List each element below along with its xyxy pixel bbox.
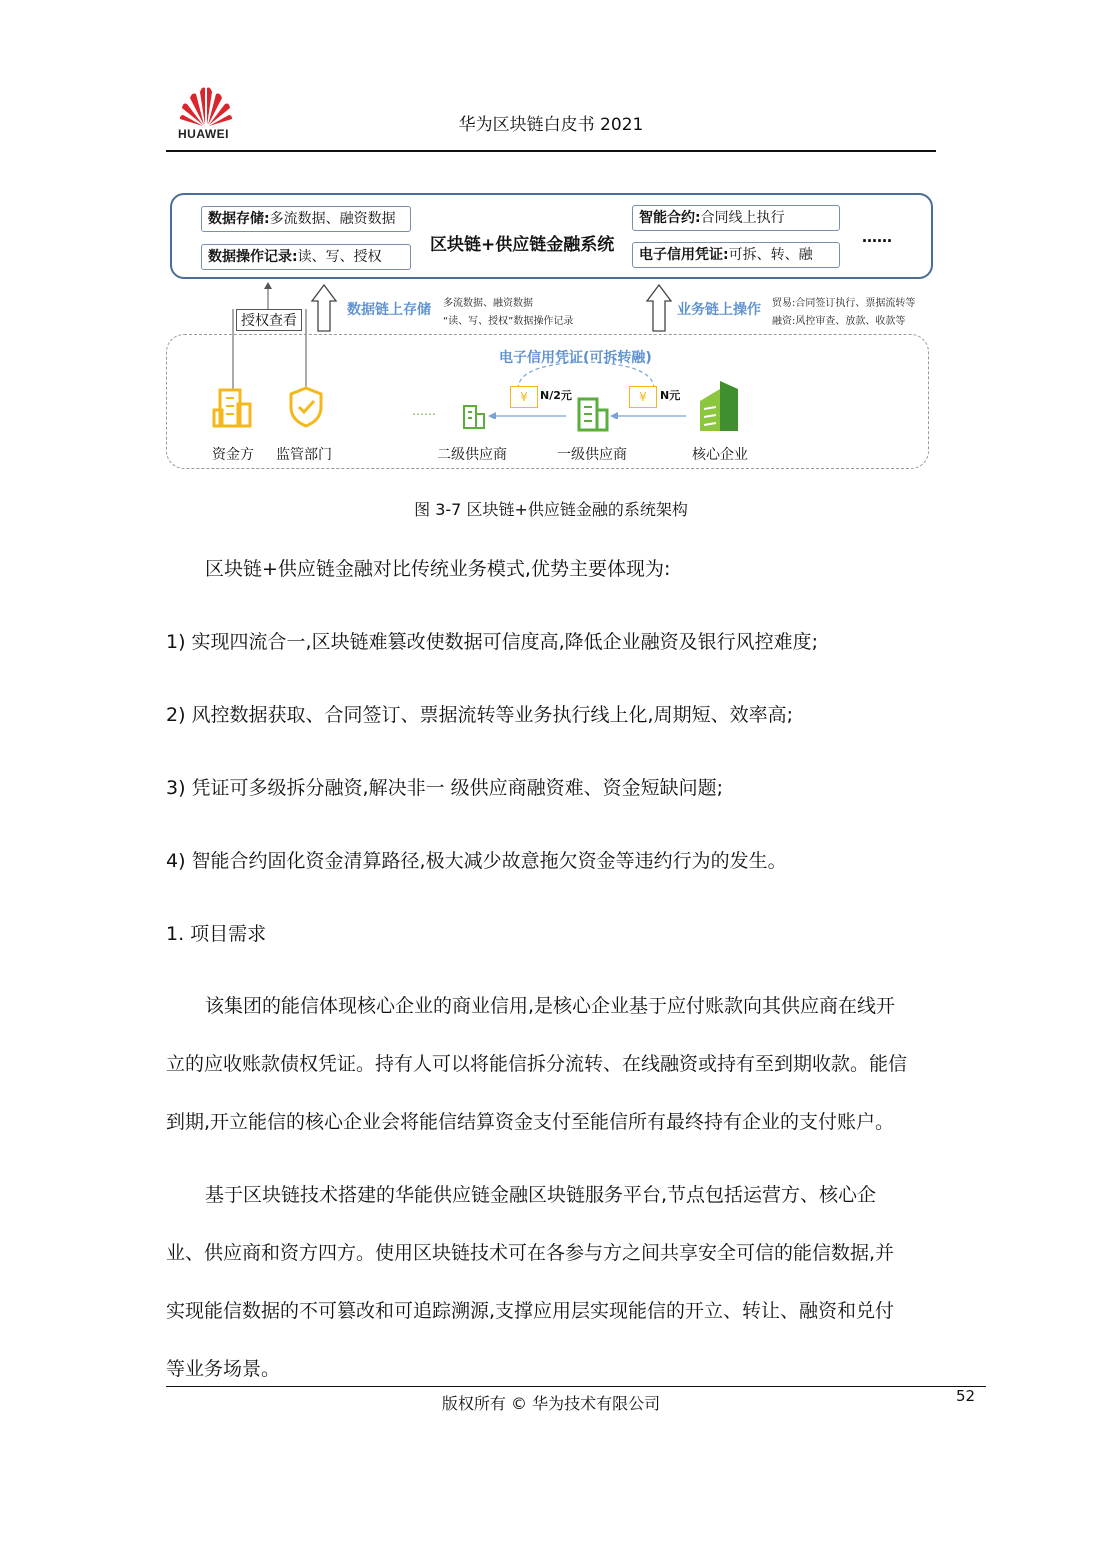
more-ellipsis: …… (862, 228, 892, 246)
funder-label: 资金方 (212, 447, 254, 463)
tier3-ellipsis: …… (412, 404, 436, 418)
footer-copyright: 版权所有 © 华为技术有限公司 (441, 1394, 661, 1413)
tag-text: 读、写、授权 (297, 249, 382, 265)
ops-up-arrow-icon (647, 285, 671, 331)
core-enterprise-label: 核心企业 (692, 447, 748, 463)
tag-text: 合同线上执行 (700, 210, 785, 226)
list-item: 2) 风控数据获取、合同签订、票据流转等业务执行线上化,周期短、效率高; (166, 704, 793, 726)
amount-half: N/2元 (540, 389, 572, 402)
tag-bold: 数据存储: (208, 211, 270, 227)
amount-full: N元 (660, 389, 681, 402)
ops-note-2: 融资:风控审查、放款、收款等 (772, 316, 906, 327)
tag-text: 多流数据、融资数据 (269, 211, 396, 227)
data-ops-tag (201, 244, 411, 270)
paragraph-line: 等业务场景。 (166, 1358, 281, 1380)
tag-text: 可拆、转、融 (728, 247, 813, 263)
header-title: 华为区块链白皮书 2021 (458, 115, 644, 135)
page-number: 52 (956, 1387, 976, 1405)
tier1-building-icon (576, 396, 610, 432)
intro-paragraph: 区块链+供应链金融对比传统业务模式,优势主要体现为: (205, 558, 671, 580)
tier2-building-icon (462, 404, 486, 430)
store-up-arrow-icon (312, 285, 336, 331)
tier2-supplier-label: 二级供应商 (437, 447, 507, 463)
full-voucher-icon: ¥ (629, 386, 657, 408)
footer-divider (166, 1386, 986, 1387)
tag-bold: 电子信用凭证: (639, 247, 729, 263)
credit-voucher-tag (632, 242, 840, 268)
store-note-2: “读、写、授权”数据操作记录 (443, 316, 574, 327)
auth-view-label: 授权查看 (236, 309, 302, 331)
section-heading: 1. 项目需求 (166, 923, 267, 945)
paragraph-line: 该集团的能信体现核心企业的商业信用,是核心企业基于应付账款向其供应商在线开 (205, 995, 896, 1017)
regulator-shield-icon (287, 385, 325, 429)
paragraph-line: 到期,开立能信的核心企业会将能信结算资金支付至能信所有最终持有企业的支付账户。 (166, 1111, 895, 1133)
logo-wordmark: HUAWEI (178, 127, 229, 141)
credit-voucher-title: 电子信用凭证(可拆转融) (499, 350, 652, 366)
smart-contract-tag (632, 205, 840, 231)
store-note-1: 多流数据、融资数据 (443, 298, 533, 309)
tier1-supplier-label: 一级供应商 (557, 447, 627, 463)
list-item: 3) 凭证可多级拆分融资,解决非一 级供应商融资难、资金短缺问题; (166, 777, 724, 799)
half-voucher-icon: ¥ (510, 386, 538, 408)
system-title: 区块链+供应链金融系统 (430, 235, 615, 255)
list-item: 1) 实现四流合一,区块链难篡改使数据可信度高,降低企业融资及银行风控难度; (166, 631, 819, 653)
ops-label: 业务链上操作 (677, 302, 761, 318)
regulator-label: 监管部门 (276, 447, 332, 463)
figure-caption: 图 3-7 区块链+供应链金融的系统架构 (414, 500, 688, 519)
funder-building-icon (212, 386, 252, 428)
auth-arrow-head (264, 282, 272, 289)
paragraph-line: 实现能信数据的不可篡改和可追踪溯源,支撑应用层实现能信的开立、转让、融资和兑付 (166, 1300, 895, 1322)
tag-bold: 数据操作记录: (208, 249, 298, 265)
core-enterprise-building-icon (696, 379, 742, 433)
paragraph-line: 业、供应商和资方四方。使用区块链技术可在各参与方之间共享安全可信的能信数据,并 (166, 1242, 895, 1264)
paragraph-line: 基于区块链技术搭建的华能供应链金融区块链服务平台,节点包括运营方、核心企 (205, 1184, 877, 1206)
store-label: 数据链上存储 (347, 302, 431, 318)
header-divider (166, 150, 936, 152)
list-item: 4) 智能合约固化资金清算路径,极大减少故意拖欠资金等违约行为的发生。 (166, 850, 787, 872)
data-storage-tag (201, 206, 411, 232)
ops-note-1: 贸易:合同签订执行、票据流转等 (772, 298, 916, 309)
tag-bold: 智能合约: (639, 210, 701, 226)
paragraph-line: 立的应收账款债权凭证。持有人可以将能信拆分流转、在线融资或持有至到期收款。能信 (166, 1053, 908, 1075)
